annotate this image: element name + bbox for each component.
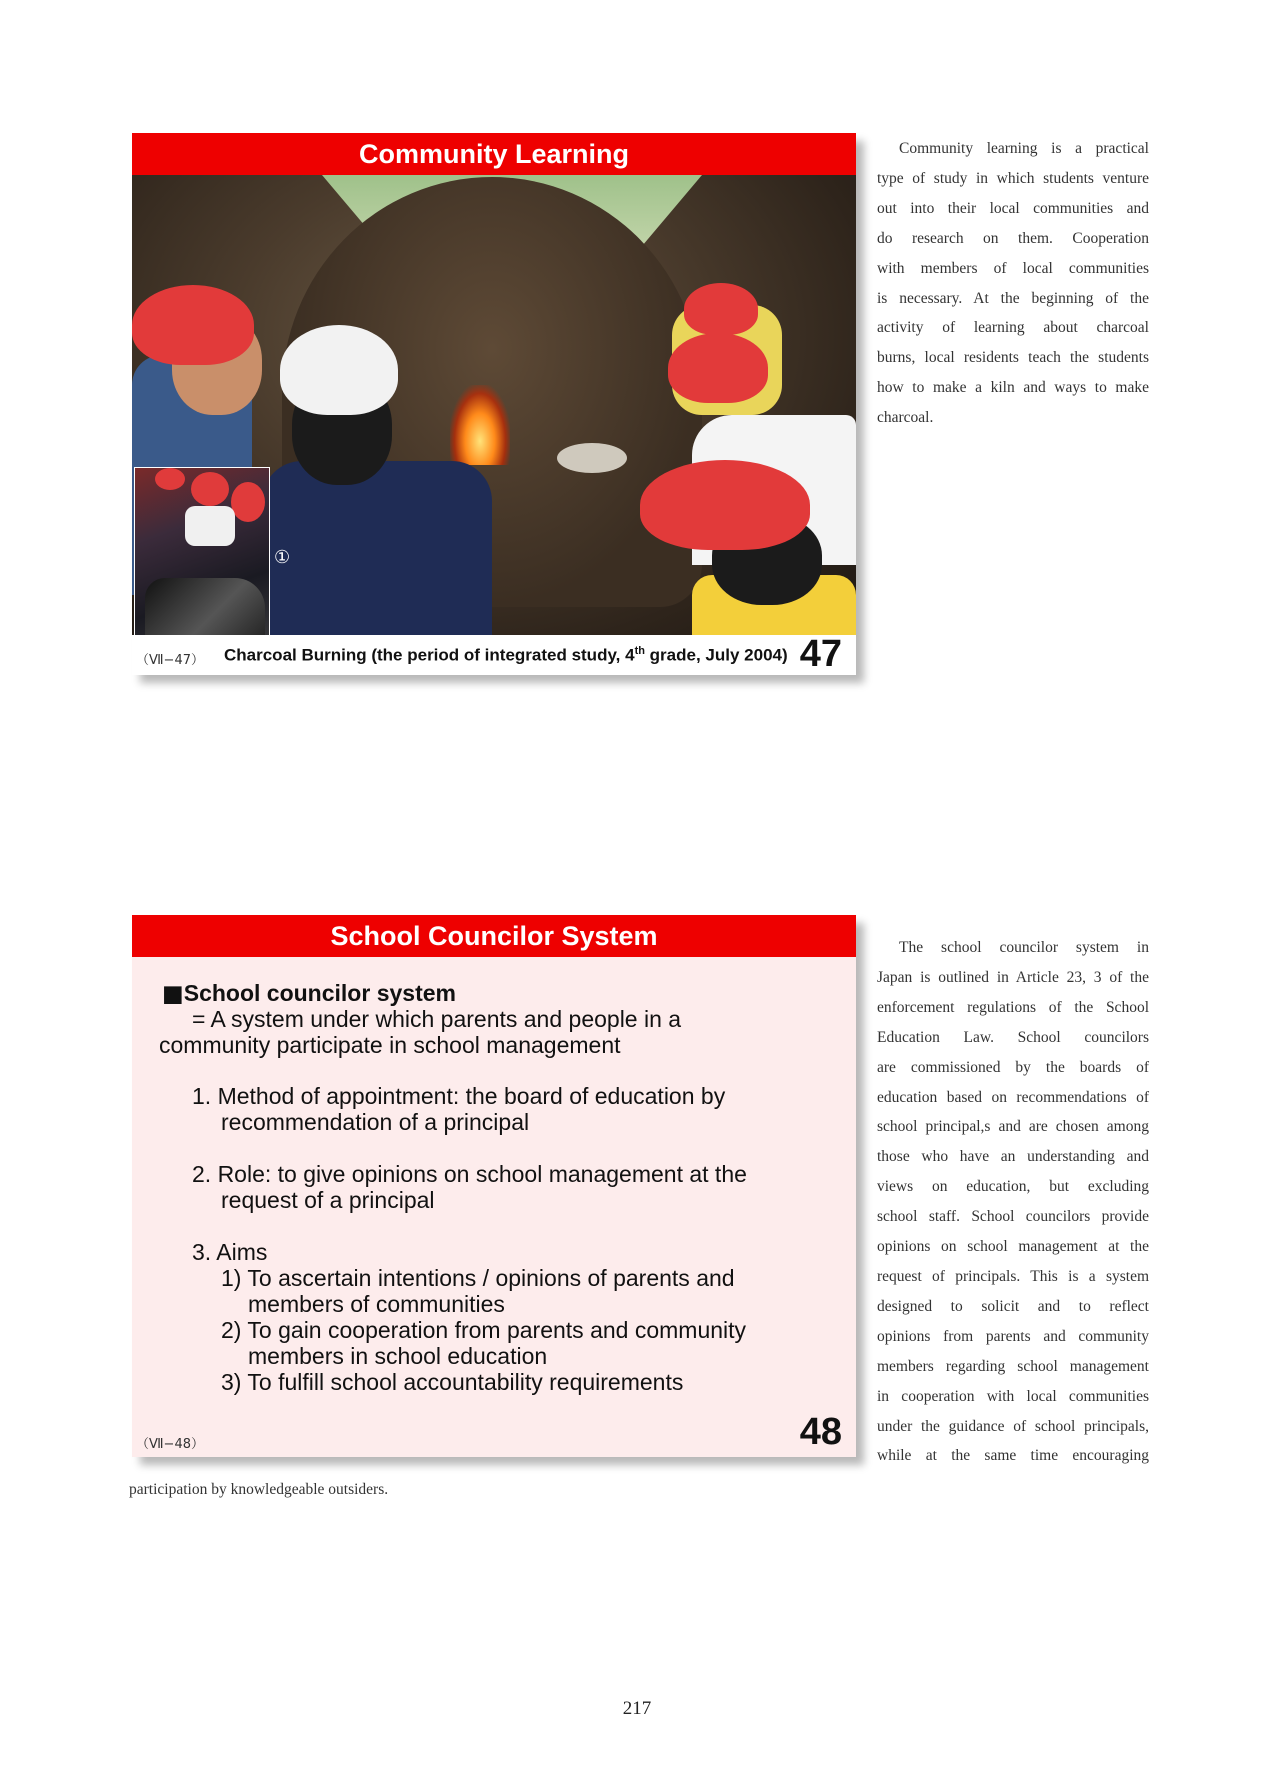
text-line: charcoal. (877, 409, 934, 427)
charcoal-burning-photo (132, 175, 856, 635)
caption-sup: th (634, 645, 645, 657)
school-councilor-description (877, 933, 1149, 1471)
slide-heading (162, 980, 456, 1007)
charcoal-tray (557, 443, 627, 473)
red-cap-right-back (684, 283, 758, 335)
text-line: with members of local communities (877, 259, 1149, 277)
text-line: do research on them. Cooperation (877, 229, 1149, 247)
text-line: is necessary. At the beginning of the (877, 289, 1149, 307)
definition-line: community participate in school management (159, 1032, 621, 1058)
sub-item-continued: members of communities (248, 1291, 505, 1317)
list-item-continued: recommendation of a principal (221, 1109, 530, 1135)
text-line: education based on recommendations of (877, 1088, 1149, 1106)
photo-marker: ① (274, 547, 291, 568)
slide-school-councilor-system (132, 915, 856, 1457)
inset-photo (134, 467, 270, 635)
text-line: school principal,s and are chosen among (877, 1118, 1149, 1136)
red-cap-right-mid (668, 333, 768, 403)
caption-before: Charcoal Burning (the period of integrated study, 4 (224, 645, 635, 665)
text-line: how to make a kiln and ways to make (877, 379, 1149, 397)
text-line: Education Law. School councilors (877, 1028, 1149, 1046)
sub-item: 2) To gain cooperation from parents and community (221, 1317, 747, 1343)
text-line: The school councilor system in (899, 939, 1149, 956)
slide-title: Community Learning (132, 133, 856, 175)
slide-title: School Councilor System (132, 915, 856, 957)
text-line: views on education, but excluding (877, 1178, 1149, 1196)
slide-community-learning (132, 133, 856, 675)
heading-text: School councilor system (183, 980, 456, 1006)
list-item: 2. Role: to give opinions on school management at the (192, 1161, 747, 1187)
slide-number: 48 (799, 1411, 842, 1453)
sub-item: 1) To ascertain intentions / opinions of parents and (221, 1265, 735, 1291)
text-line: under the guidance of school principals, (877, 1417, 1149, 1435)
inset-red-cap (155, 468, 185, 490)
page-number: 217 (622, 1698, 652, 1719)
caption-after: grade, July 2004) (644, 645, 788, 665)
inset-red-cap (231, 482, 265, 522)
slide-number: 47 (799, 633, 842, 675)
text-line: those who have an understanding and (877, 1148, 1149, 1166)
text-line: designed to solicit and to reflect (877, 1297, 1149, 1315)
inset-red-cap (191, 472, 229, 506)
sub-item: 3) To fulfill school accountability requirements (221, 1369, 684, 1395)
slide-body (132, 957, 856, 1457)
text-line: activity of learning about charcoal (877, 319, 1149, 337)
inset-white-shirt (185, 506, 235, 546)
red-cap-right-front (640, 460, 810, 550)
square-bullet-icon: ■ (162, 981, 184, 1007)
text-line: Community learning is a practical (899, 140, 1149, 157)
text-line: members regarding school management (877, 1357, 1149, 1375)
text-line: opinions from parents and community (877, 1327, 1149, 1345)
caption-row (132, 635, 856, 675)
text-line: type of study in which students venture (877, 169, 1149, 187)
slide-code: （Ⅶ−47） (136, 653, 204, 668)
text-line: Japan is outlined in Article 23, 3 of the (877, 968, 1149, 986)
slide-code: （Ⅶ−48） (136, 1437, 204, 1452)
red-cap-left (132, 285, 254, 365)
text-line: while at the same time encouraging (877, 1447, 1149, 1465)
photo-caption (224, 645, 788, 666)
text-line: request of principals. This is a system (877, 1267, 1149, 1285)
list-item: 1. Method of appointment: the board of education by (192, 1083, 726, 1109)
community-learning-description (877, 134, 1149, 433)
text-line: burns, local residents teach the students (877, 349, 1149, 367)
sub-item-continued: members in school education (248, 1343, 548, 1369)
list-item: 3. Aims (192, 1239, 268, 1265)
text-line: out into their local communities and (877, 199, 1149, 217)
student-shirt-center (262, 461, 492, 635)
fire-glow (450, 385, 510, 465)
text-line: enforcement regulations of the School (877, 998, 1149, 1016)
white-cap-center (280, 325, 398, 415)
text-line: in cooperation with local communities (877, 1387, 1149, 1405)
list-item-continued: request of a principal (221, 1187, 435, 1213)
definition-line: = A system under which parents and people in a (192, 1006, 682, 1032)
text-line: opinions on school management at the (877, 1238, 1149, 1256)
text-line: school staff. School councilors provide (877, 1208, 1149, 1226)
inset-black-bag (145, 578, 265, 635)
text-line-overflow: participation by knowledgeable outsiders. (129, 1481, 389, 1498)
text-line: are commissioned by the boards of (877, 1058, 1149, 1076)
